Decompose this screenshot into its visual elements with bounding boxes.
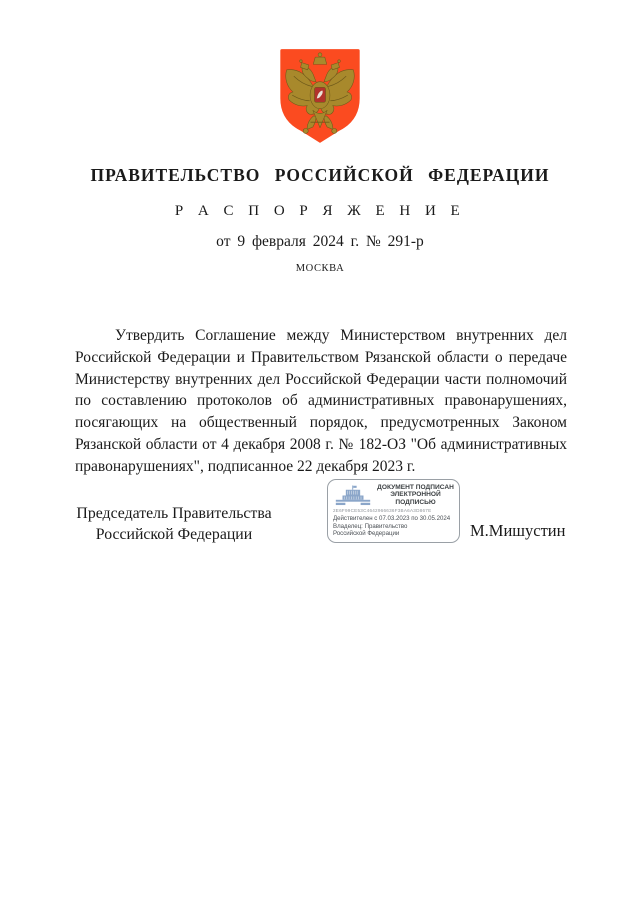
- document-body: [75, 325, 567, 478]
- stamp-validity: Действителен с 07.03.2023 по 30.05.2024: [333, 515, 451, 522]
- stamp-title: [377, 484, 454, 507]
- electronic-signature-stamp: [327, 479, 460, 543]
- stamp-header: [333, 484, 454, 506]
- city-label: МОСКВА: [295, 263, 345, 274]
- date-number-line: от 9 февраля 2024 г. № 291-р: [216, 233, 424, 250]
- signer-name: М.Мишустин: [470, 521, 566, 540]
- body-line: правонарушениях", подписанное 22 декабря 2023 г.: [75, 457, 416, 475]
- stamp-owner: Владелец: Правительство Российской Федерации: [333, 523, 408, 538]
- body-line: Министерству внутренних дел Российской Федерации части полномочий: [75, 370, 567, 388]
- signature-post: [76, 503, 272, 545]
- stamp-title-line1: ДОКУМЕНТ ПОДПИСАН: [377, 483, 454, 491]
- document-type-heading: Р А С П О Р Я Ж Е Н И Е: [174, 203, 466, 219]
- body-line: Российской Федерации и Правительством Рязанской области о передаче: [75, 348, 567, 366]
- stamp-title-line2: ЭЛЕКТРОННОЙ ПОДПИСЬЮ: [390, 491, 441, 506]
- signature-post-line1: Председатель Правительства: [76, 505, 272, 522]
- body-line: Рязанской области от 4 декабря 2008 г. № 182-ОЗ "Об административных: [75, 435, 567, 453]
- org-title: ПРАВИТЕЛЬСТВО РОССИЙСКОЙ ФЕДЕРАЦИИ: [90, 165, 550, 185]
- body-line: посягающих на общественный порядок, предусмотренных Законом: [75, 414, 567, 432]
- body-line: по составлению протоколов об административных правонарушениях,: [75, 392, 567, 410]
- government-building-icon: [333, 485, 373, 506]
- russia-coat-of-arms-icon: [272, 46, 368, 146]
- stamp-certificate-number: 2E6F99CE53C4642966636F3BA6A3D867E: [333, 508, 432, 513]
- body-line: Утвердить Соглашение между Министерством внутренних дел: [115, 327, 567, 344]
- coat-of-arms-svg: [272, 46, 368, 146]
- signature-post-line2: Российской Федерации: [95, 526, 253, 543]
